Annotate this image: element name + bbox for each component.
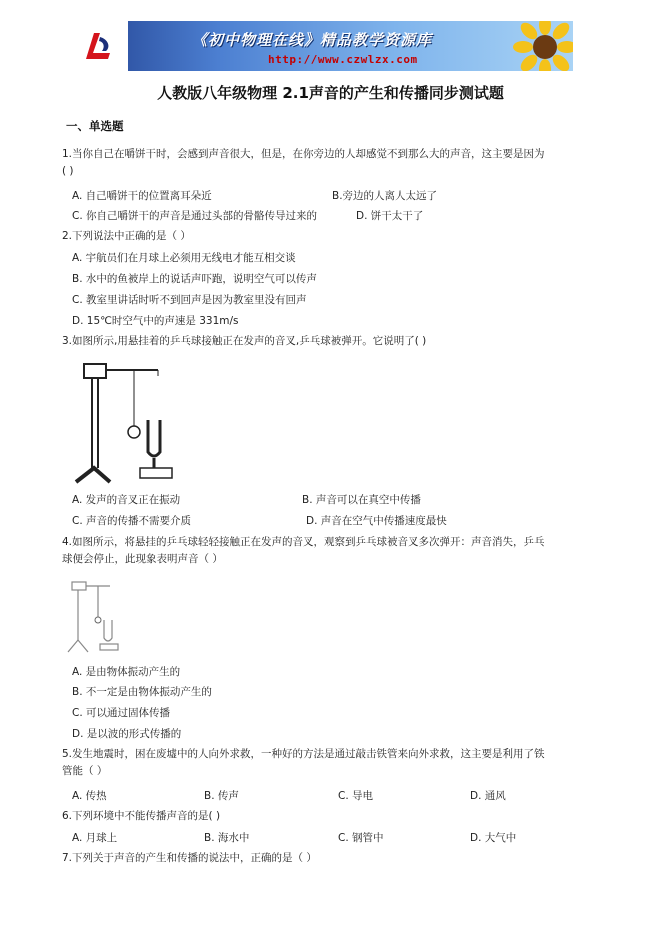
question-2-option-c[interactable]: C. 教室里讲话时听不到回声是因为教室里没有回声	[72, 294, 307, 306]
question-1-option-c[interactable]: C. 你自己嚼饼干的声音是通过头部的骨骼传导过来的	[72, 210, 318, 222]
question-3	[62, 333, 602, 350]
question-6	[62, 808, 602, 825]
question-2-option-b[interactable]: B. 水中的鱼被岸上的说话声吓跑，说明空气可以传声	[72, 273, 317, 285]
question-1	[62, 146, 602, 180]
question-5-text: 5.发生地震时，困在废墟中的人向外求救，一种好的方法是通过敲击铁管来向外求救，这主要是利用了铁	[62, 748, 545, 760]
question-4-option-c[interactable]: C. 可以通过固体传播	[72, 707, 171, 719]
question-4-text-cont: 球便会停止，此现象表明声音（ ）	[62, 553, 223, 565]
question-2-option-d[interactable]: D. 15℃时空气中的声速是 331m/s	[72, 315, 239, 327]
sunflower-icon	[513, 21, 573, 71]
tuning-fork-figure-small	[64, 578, 130, 660]
question-3-text: 3.如图所示,用悬挂着的乒乓球接触正在发声的音叉,乒乓球被弹开。它说明了( )	[62, 335, 427, 347]
question-1-text: 1.当你自己在嚼饼干时，会感到声音很大，但是，在你旁边的人却感觉不到那么大的声音，这主要是因为	[62, 148, 545, 160]
question-5-option-a[interactable]: A. 传热	[72, 790, 107, 802]
question-7	[62, 850, 602, 867]
question-1-text-cont: ( )	[62, 165, 74, 177]
logo	[66, 21, 128, 71]
question-2-text: 2.下列说法中正确的是（ ）	[62, 230, 191, 242]
question-5	[62, 746, 602, 780]
logo-icon	[80, 29, 114, 63]
document-title: 人教版八年级物理 2.1声音的产生和传播同步测试题	[157, 84, 504, 102]
question-6-option-b[interactable]: B. 海水中	[204, 832, 250, 844]
question-3-option-a[interactable]: A. 发声的音叉正在振动	[72, 494, 181, 506]
question-6-option-d[interactable]: D. 大气中	[470, 832, 517, 844]
question-5-option-c[interactable]: C. 导电	[338, 790, 374, 802]
question-3-option-b[interactable]: B. 声音可以在真空中传播	[302, 494, 421, 506]
question-6-text: 6.下列环境中不能传播声音的是( )	[62, 810, 221, 822]
tuning-fork-figure	[70, 356, 188, 484]
banner-title: 《初中物理在线》精品教学资源库	[192, 31, 433, 49]
question-2-option-a[interactable]: A. 宇航员们在月球上必须用无线电才能互相交谈	[72, 252, 296, 264]
question-4-option-d[interactable]: D. 是以波的形式传播的	[72, 728, 182, 740]
question-5-option-d[interactable]: D. 通风	[470, 790, 506, 802]
question-5-text-cont: 管能（ ）	[62, 765, 108, 777]
question-1-option-a[interactable]: A. 自己嚼饼干的位置离耳朵近	[72, 190, 212, 202]
question-4	[62, 534, 602, 568]
question-7-text: 7.下列关于声音的产生和传播的说法中，正确的是（ ）	[62, 852, 317, 864]
question-4-option-b[interactable]: B. 不一定是由物体振动产生的	[72, 686, 212, 698]
question-4-option-a[interactable]: A. 是由物体振动产生的	[72, 666, 181, 678]
question-1-option-b[interactable]: B.旁边的人离人太远了	[332, 190, 438, 202]
section-heading: 一、单选题	[66, 119, 124, 133]
question-3-option-d[interactable]: D. 声音在空气中传播速度最快	[306, 515, 447, 527]
question-3-option-c[interactable]: C. 声音的传播不需要介质	[72, 515, 192, 527]
header-banner	[66, 21, 573, 71]
question-4-text: 4.如图所示，将悬挂的乒乓球轻轻接触正在发声的音叉，观察到乒乓球被音叉多次弹开：声音消失，乒乓	[62, 536, 545, 548]
question-6-option-c[interactable]: C. 钢管中	[338, 832, 384, 844]
question-6-option-a[interactable]: A. 月球上	[72, 832, 118, 844]
banner-url[interactable]: http://www.czwlzx.com	[268, 53, 418, 66]
question-2	[62, 228, 602, 245]
question-5-option-b[interactable]: B. 传声	[204, 790, 239, 802]
question-1-option-d[interactable]: D. 饼干太干了	[356, 210, 424, 222]
